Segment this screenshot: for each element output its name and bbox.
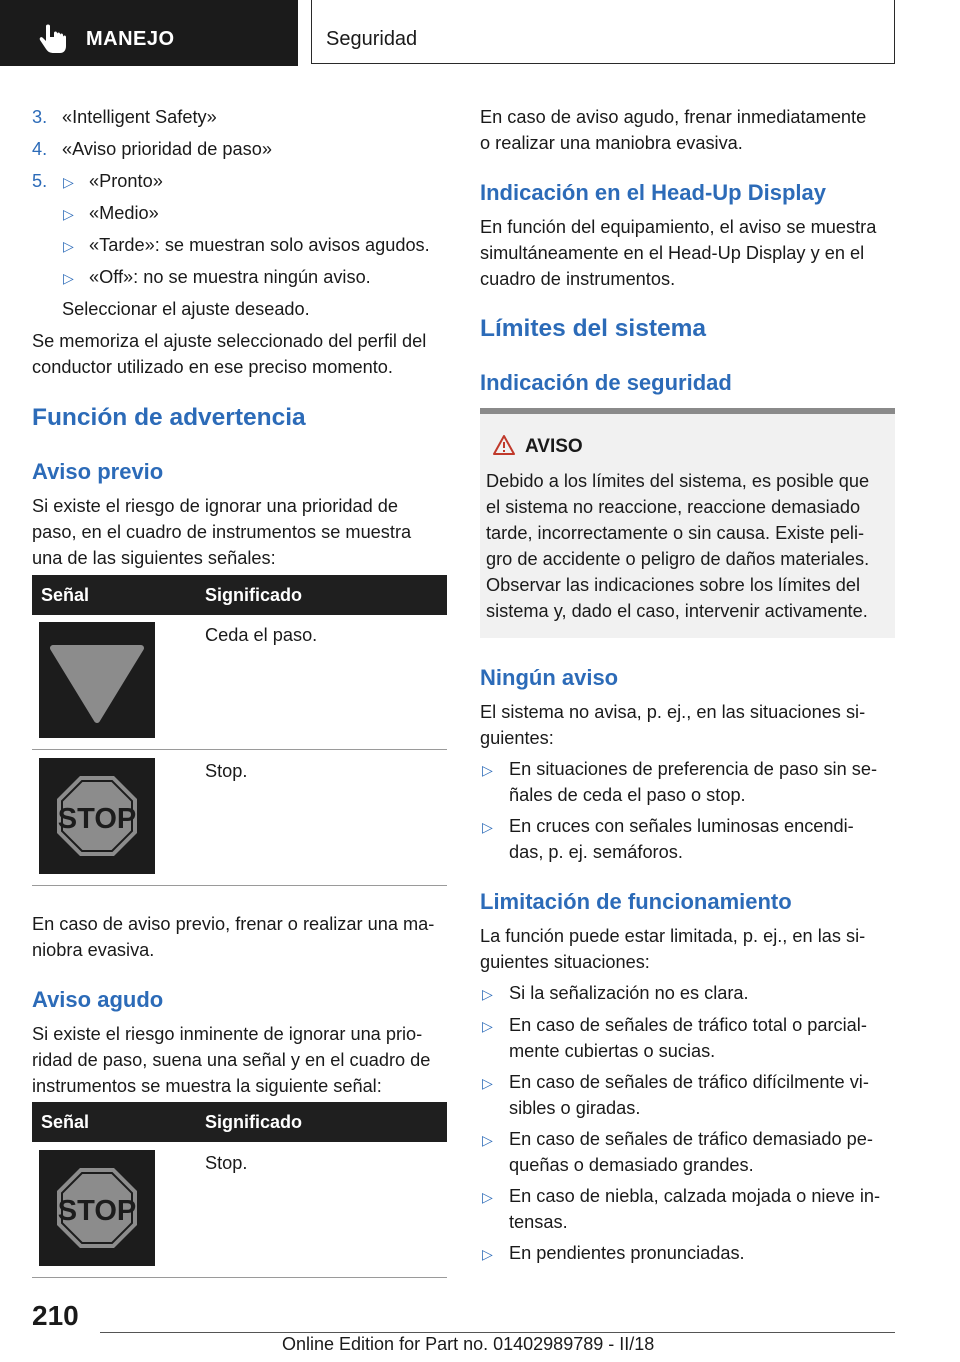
subheading: Indicación de seguridad (480, 370, 732, 395)
paragraph: En caso de aviso previo, frenar o realizar una ma- (32, 914, 435, 934)
list-item: ñales de ceda el paso o stop. (509, 785, 746, 805)
warning-line: Debido a los límites del sistema, es posible que (486, 471, 870, 491)
subheading: Limitación de funcionamiento (480, 889, 792, 914)
subheading: Indicación en el Head-Up Display (480, 180, 826, 205)
column-header-sign: Señal (41, 1112, 90, 1132)
list-number: 3. (32, 107, 48, 127)
stop-sign-icon (39, 1150, 155, 1266)
paragraph: La función puede estar limitada, p. ej., en las si- (480, 926, 866, 946)
paragraph: paso, en el cuadro de instrumentos se muestra (32, 522, 412, 542)
triangle-bullet-icon: ▷ (482, 762, 493, 778)
paragraph: niobra evasiva. (32, 940, 155, 960)
triangle-bullet-icon: ▷ (482, 1132, 493, 1148)
triangle-bullet-icon: ▷ (63, 238, 74, 254)
paragraph: En función del equipamiento, el aviso se muestra (480, 217, 877, 237)
page-title: Seguridad (326, 28, 418, 50)
list-item: queñas o demasiado grandes. (509, 1155, 754, 1175)
column-header-meaning: Significado (205, 1112, 303, 1132)
list-item: «Tarde»: se muestran solo avisos agudos. (89, 235, 430, 255)
list-item: «Intelligent Safety» (62, 107, 217, 127)
list-item: En situaciones de preferencia de paso sin se- (509, 759, 878, 779)
warning-line: sistema y, dado el caso, intervenir activamente. (486, 601, 868, 621)
paragraph: ridad de paso, suena una señal y en el cuadro de (32, 1050, 431, 1070)
table-cell: Stop. (205, 1153, 248, 1173)
triangle-bullet-icon: ▷ (482, 986, 493, 1002)
paragraph: Si existe el riesgo de ignorar una prioridad de (32, 496, 398, 516)
list-item: En caso de señales de tráfico total o parcial- (509, 1015, 867, 1035)
triangle-bullet-icon: ▷ (482, 1189, 493, 1205)
paragraph: guientes: (480, 728, 554, 748)
triangle-bullet-icon: ▷ (63, 206, 74, 222)
warning-title: AVISO (525, 436, 583, 457)
list-item: «Medio» (89, 203, 159, 223)
triangle-bullet-icon: ▷ (482, 819, 493, 835)
paragraph: cuadro de instrumentos. (480, 269, 676, 289)
list-item: «Off»: no se muestra ningún aviso. (89, 267, 371, 287)
row-divider (32, 1277, 447, 1278)
warning-triangle-icon (492, 434, 516, 456)
triangle-bullet-icon: ▷ (482, 1075, 493, 1091)
heading: Función de advertencia (32, 404, 306, 431)
table-cell: Ceda el paso. (205, 625, 318, 645)
warning-line: tarde, incorrectamente o sin causa. Existe peli- (486, 523, 865, 543)
footer-divider (100, 1332, 895, 1333)
stop-sign-icon (39, 758, 155, 874)
page-number: 210 (32, 1300, 79, 1331)
paragraph: Si existe el riesgo inminente de ignorar una prio- (32, 1024, 423, 1044)
list-number: 4. (32, 139, 48, 159)
paragraph: una de las siguientes señales: (32, 548, 276, 568)
list-item: sibles o giradas. (509, 1098, 641, 1118)
list-number: 5. (32, 171, 48, 191)
paragraph: Seleccionar el ajuste deseado. (62, 299, 310, 319)
subheading: Aviso previo (32, 459, 164, 484)
subheading: Aviso agudo (32, 987, 164, 1012)
triangle-bullet-icon: ▷ (482, 1018, 493, 1034)
paragraph: guientes situaciones: (480, 952, 650, 972)
list-item: «Aviso prioridad de paso» (62, 139, 272, 159)
subheading: Ningún aviso (480, 665, 619, 690)
hand-touch-icon (36, 24, 70, 54)
table-header (32, 575, 447, 615)
row-divider (32, 885, 447, 886)
warning-line: gro de accidente o peligro de daños materiales. (486, 549, 870, 569)
paragraph: El sistema no avisa, p. ej., en las situaciones si- (480, 702, 866, 722)
table-cell: Stop. (205, 761, 248, 781)
row-divider (32, 749, 447, 750)
paragraph: En caso de aviso agudo, frenar inmediatamente (480, 107, 867, 127)
list-item: das, p. ej. semáforos. (509, 842, 683, 862)
paragraph: o realizar una maniobra evasiva. (480, 133, 743, 153)
list-item: En cruces con señales luminosas encendi- (509, 816, 854, 836)
heading: Límites del sistema (480, 315, 707, 342)
list-item: En pendientes pronunciadas. (509, 1243, 745, 1263)
triangle-bullet-icon: ▷ (482, 1246, 493, 1262)
list-item: En caso de niebla, calzada mojada o nieve in- (509, 1186, 881, 1206)
list-item: En caso de señales de tráfico demasiado pe- (509, 1129, 873, 1149)
column-header-sign: Señal (41, 585, 90, 605)
list-item: «Pronto» (89, 171, 163, 191)
column-header-meaning: Significado (205, 585, 303, 605)
section-label: MANEJO (86, 28, 175, 50)
triangle-bullet-icon: ▷ (63, 270, 74, 286)
list-item: En caso de señales de tráfico difícilmente vi- (509, 1072, 869, 1092)
warning-line: Observar las indicaciones sobre los límites del (486, 575, 861, 595)
list-item: mente cubiertas o sucias. (509, 1041, 716, 1061)
triangle-bullet-icon: ▷ (63, 174, 74, 190)
yield-sign-icon (39, 622, 155, 738)
stop-sign-text: STOP (57, 803, 137, 835)
stop-sign-text: STOP (57, 1195, 137, 1227)
list-item: tensas. (509, 1212, 568, 1232)
paragraph: Se memoriza el ajuste seleccionado del perfil del (32, 331, 427, 351)
table-header (32, 1102, 447, 1142)
paragraph: simultáneamente en el Head-Up Display y en el (480, 243, 865, 263)
list-item: Si la señalización no es clara. (509, 983, 749, 1003)
footer-edition: Online Edition for Part no. 01402989789 - II/18 (282, 1334, 655, 1354)
paragraph: instrumentos se muestra la siguiente señal: (32, 1076, 382, 1096)
paragraph: conductor utilizado en ese preciso momento. (32, 357, 393, 377)
warning-line: el sistema no reaccione, reaccione demasiado (486, 497, 861, 517)
